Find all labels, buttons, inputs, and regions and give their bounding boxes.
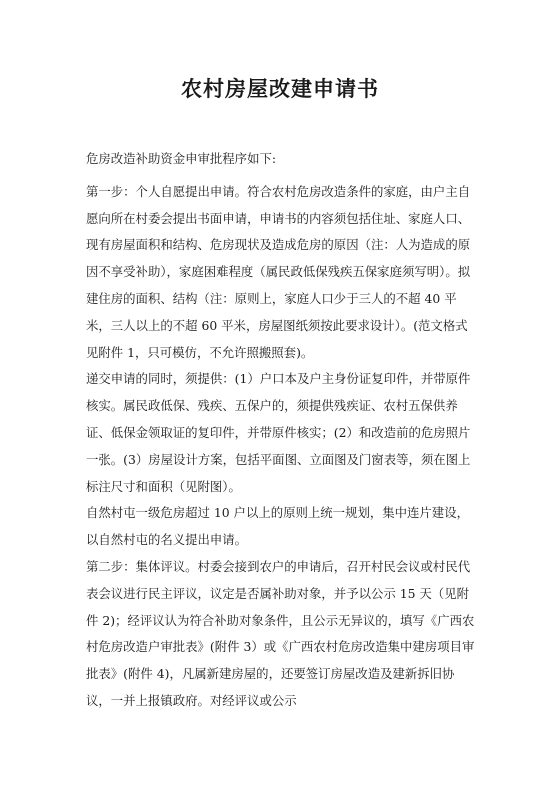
paragraph-documents-required: 递交申请的同时，须提供：(1）户口本及户主身份证复印件，并带原件核实。属民政低保、残疾、五保户的，须提供残疾证、农村五保供养证、低保金领取证的复印件，并带原件核实；(2）和改造前的危房照片一张。(3）房屋设计方案，包括平面图、立面图及门窗表等，须在图上标注尺寸和面积（见附图）。 [86, 371, 471, 494]
paragraph-step-one: 第一步：个人自愿提出申请。符合农村危房改造条件的家庭，由户主自愿向所在村委会提出书面申请，申请书的内容须包括住址、家庭人口、现有房屋面积和结构、危房现状及造成危房的原因（注：人为造成的原因不享受补助），家庭困难程度（属民政低保残疾五保家庭须写明）。拟建住房的面积、结构（注：原则上，家庭人口少于三人的不超 40 平米，三人以上的不超 60 平米，房屋图纸须按此要求设计）。(范文格式见附件 1，只可模仿，不允许照搬照套)。 [86, 183, 471, 360]
document-body [86, 146, 478, 715]
document-title: 农村房屋改建申请书 [181, 76, 379, 101]
paragraph-village-planning: 自然村屯一级危房超过 10 户以上的原则上统一规划，集中连片建设，以自然村屯的名义提出申请。 [86, 505, 469, 548]
paragraph-step-two: 第二步：集体评议。村委会接到农户的申请后，召开村民会议或村民代表会议进行民主评议，议定是否属补助对象，并予以公示 15 天（见附件 2)；经评议认为符合补助对象条件，且公示无异议的，填写《广西农村危房改造户审批表》(附件 3）或《广西农村危房改造集中建房项目审批表》(附件 4)，凡属新建房屋的，还要签订房屋改造及建新拆旧协议，一并上报镇政府。对经评议或公示 [86, 558, 475, 708]
intro-line: 危房改造补助资金申审批程序如下: [86, 151, 277, 166]
